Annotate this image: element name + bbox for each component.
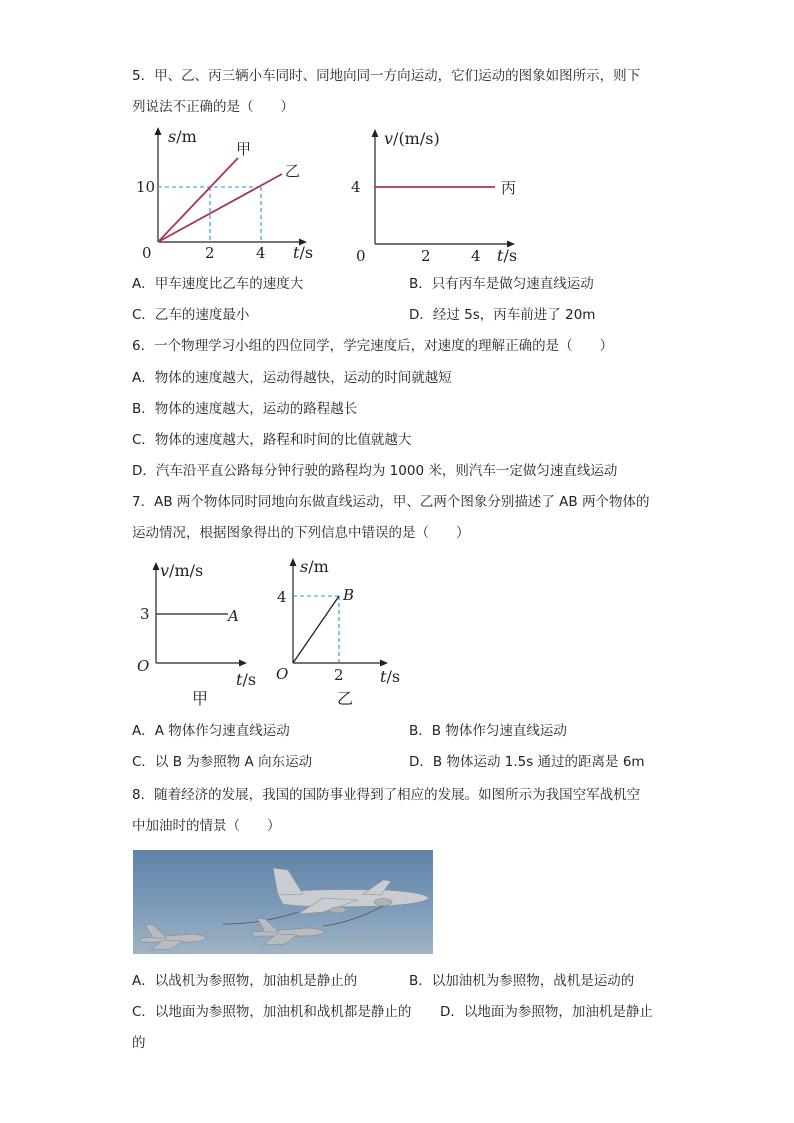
x-axis-label: t/s: [293, 243, 314, 262]
xtick-2: 2: [421, 247, 431, 265]
q5-option-a: A．甲车速度比乙车的速度大: [132, 276, 304, 292]
q7-option-d: D．B 物体运动 1.5s 通过的距离是 6m: [409, 754, 645, 770]
q8-stem-line2: 中加油时的情景（ ）: [132, 818, 281, 834]
q7-stem-line2: 运动情况，根据图象得出的下列信息中错误的是（ ）: [132, 525, 470, 541]
q8-option-d: D．以地面为参照物，加油机是静止: [440, 1004, 653, 1020]
origin-label: O: [137, 657, 150, 675]
x-axis-label: t/s: [497, 246, 518, 265]
q5-option-c: C．乙车的速度最小: [132, 307, 250, 323]
q8-stem-line1: 8．随着经济的发展，我国的国防事业得到了相应的发展。如图所示为我国空军战机空: [132, 787, 641, 803]
ytick-4: 4: [351, 178, 361, 196]
origin-label: O: [276, 665, 289, 683]
q7-option-b: B．B 物体作匀速直线运动: [409, 723, 567, 739]
q7-graph-jia: [130, 558, 266, 710]
origin-label: 0: [356, 247, 366, 265]
xtick-2: 2: [205, 244, 215, 262]
line-yi: [158, 174, 282, 242]
x-axis-arrow: [380, 660, 388, 667]
xtick-2: 2: [334, 666, 344, 684]
q5-st-graph: [130, 124, 330, 266]
q6-stem: 6．一个物理学习小组的四位同学，学完速度后，对速度的理解正确的是（ ）: [132, 338, 614, 354]
y-axis-arrow: [372, 129, 379, 137]
q8-option-a: A．以战机为参照物，加油机是静止的: [132, 973, 358, 989]
label-b: B: [343, 586, 355, 604]
origin-label: 0: [142, 244, 152, 262]
caption-yi: 乙: [337, 689, 354, 708]
q5-vt-graph: [346, 124, 536, 266]
refueling-photo: [133, 850, 433, 954]
label-a: A: [228, 607, 239, 625]
label-jia: 甲: [236, 140, 252, 158]
label-bing: 丙: [501, 179, 517, 197]
x-axis-label: t/s: [380, 667, 401, 686]
q5-stem-line1: 5．甲、乙、丙三辆小车同时、同地向同一方向运动，它们运动的图象如图所示，则下: [132, 68, 641, 84]
ytick-4: 4: [277, 588, 287, 606]
y-axis-label: v/(m/s): [384, 129, 440, 148]
xtick-4: 4: [256, 244, 266, 262]
y-axis-label: s/m: [300, 557, 329, 576]
ytick-3: 3: [140, 605, 150, 623]
q5-stem-line2: 列说法不正确的是（ ）: [132, 99, 294, 115]
q8-option-b: B．以加油机为参照物，战机是运动的: [409, 973, 635, 989]
q6-option-d: D．汽车沿平直公路每分钟行驶的路程均为 1000 米，则汽车一定做匀速直线运动: [132, 463, 618, 479]
label-yi: 乙: [285, 162, 301, 180]
q5-option-b: B．只有丙车是做匀速直线运动: [409, 276, 594, 292]
xtick-4: 4: [471, 247, 481, 265]
q7-graph-yi: [272, 552, 406, 710]
line-b: [293, 596, 339, 663]
x-axis-label: t/s: [236, 670, 257, 689]
x-axis-arrow: [239, 660, 247, 667]
q7-stem-line1: 7．AB 两个物体同时同地向东做直线运动，甲、乙两个图象分别描述了 AB 两个物体的: [132, 494, 650, 510]
ytick-10: 10: [136, 178, 156, 196]
y-axis-arrow: [155, 127, 162, 135]
q6-option-b: B．物体的速度越大，运动的路程越长: [132, 401, 358, 417]
y-axis-label: v/m/s: [160, 561, 204, 580]
caption-jia: 甲: [192, 689, 209, 708]
q6-option-c: C．物体的速度越大，路程和时间的比值就越大: [132, 432, 412, 448]
y-axis-arrow: [290, 558, 297, 566]
y-axis-label: s/m: [168, 127, 197, 146]
q7-option-c: C．以 B 为参照物 A 向东运动: [132, 754, 313, 770]
q8-option-d-wrap: 的: [132, 1035, 146, 1051]
y-axis-arrow: [153, 562, 160, 570]
line-jia: [158, 158, 238, 242]
q8-option-c: C．以地面为参照物，加油机和战机都是静止的: [132, 1004, 412, 1020]
q6-option-a: A．物体的速度越大，运动得越快，运动的时间就越短: [132, 370, 452, 386]
q5-option-d: D．经过 5s，丙车前进了 20m: [409, 307, 596, 323]
q7-option-a: A．A 物体作匀速直线运动: [132, 723, 290, 739]
